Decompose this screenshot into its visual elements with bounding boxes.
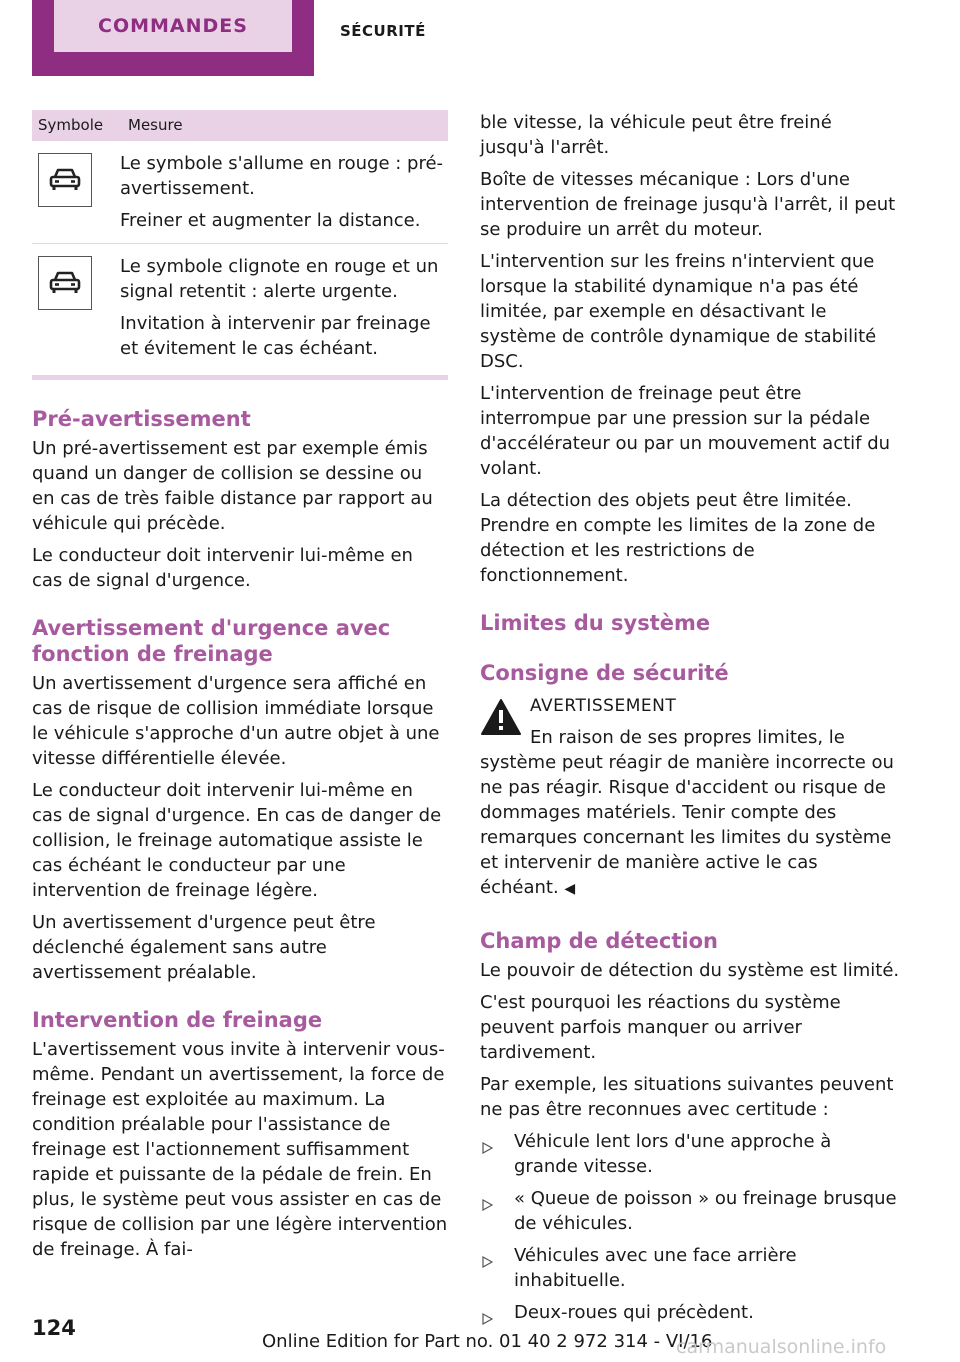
list-item	[480, 1300, 900, 1325]
list-item	[480, 1129, 900, 1179]
paragraph: La détection des objets peut être limitée. Prendre en compte les limites de la zone de détection et les restrictions de fonctionnement.	[480, 490, 876, 586]
list-item	[480, 1243, 900, 1293]
paragraph: Un avertissement d'urgence peut être déclenché également sans autre avertissement préalable.	[32, 912, 376, 983]
table-row	[32, 244, 448, 378]
tab-securite[interactable]: SÉCURITÉ	[340, 22, 426, 40]
table-cell-text: Le symbole clignote en rouge et un signal retentit : alerte urgente.	[120, 256, 439, 302]
page-header	[0, 0, 960, 80]
list-item-text: Deux-roues qui précèdent.	[514, 1302, 754, 1323]
paragraph: Boîte de vitesses mécanique : Lors d'une intervention de freinage jusqu'à l'arrêt, il peut se produire un arrêt du moteur.	[480, 169, 896, 240]
list-item-text: « Queue de poisson » ou freinage brusque de véhicules.	[514, 1188, 897, 1234]
page-number: 124	[32, 1316, 76, 1340]
paragraph: Le conducteur doit intervenir lui-même en cas de signal d'urgence.	[32, 545, 413, 591]
paragraph: Le pouvoir de détection du système est limité.	[480, 960, 900, 981]
table-row	[32, 141, 448, 244]
paragraph: Par exemple, les situations suivantes peuvent ne pas être reconnues avec certitude :	[480, 1074, 894, 1120]
warning-title: AVERTISSEMENT	[530, 696, 677, 716]
paragraph: Un avertissement d'urgence sera affiché en cas de risque de collision immédiate lorsque le véhicule s'approche d'un autre objet à une vitesse différentielle élevée.	[32, 673, 440, 769]
paragraph: L'avertissement vous invite à intervenir vous-même. Pendant un avertissement, la force de freinage est exploitée au maximum. La condition préalable pour l'assistance de freinage est l'actionnement suffisamment rapide et puissante de la pédale de frein. En plus, le système peut vous assister en cas de risque de collision par une légère intervention de freinage. À fai-	[32, 1039, 448, 1260]
list-item-text: Véhicule lent lors d'une approche à grande vitesse.	[514, 1131, 832, 1177]
table-cell-text: Invitation à intervenir par freinage et évitement le cas échéant.	[120, 313, 431, 359]
heading-urgent-warning: Avertissement d'urgence avec fonction de freinage	[32, 616, 391, 666]
end-marker-icon: ◀	[564, 881, 576, 897]
table-cell-text: Le symbole s'allume en rouge : pré-avertissement.	[120, 153, 444, 199]
triangle-bullet-icon	[482, 1307, 493, 1332]
tab-commandes[interactable]	[32, 0, 314, 76]
table-header-measure: Mesure	[114, 110, 448, 141]
symbol-table	[32, 110, 448, 380]
paragraph: L'intervention sur les freins n'intervient que lorsque la stabilité dynamique n'a pas été limitée, par exemple en désactivant le système de contrôle dynamique de stabilité DSC.	[480, 251, 877, 372]
warning-body-text: En raison de ses propres limites, le système peut réagir de manière incorrecte ou ne pas réagir. Risque d'accident ou risque de dommages matériels. Tenir compte des remarques concernant les limites du système et intervenir de manière active le cas échéant.	[480, 727, 894, 898]
table-header-symbol: Symbole	[32, 110, 114, 141]
triangle-bullet-icon	[482, 1136, 493, 1161]
table-cell-text: Freiner et augmenter la distance.	[120, 210, 421, 231]
triangle-bullet-icon	[482, 1193, 493, 1218]
paragraph: ble vitesse, la véhicule peut être freiné jusqu'à l'arrêt.	[480, 112, 832, 158]
heading-pre-warning: Pré-avertissement	[32, 407, 251, 431]
paragraph: C'est pourquoi les réactions du système peuvent parfois manquer ou arriver tardivement.	[480, 992, 841, 1063]
heading-braking-intervention: Intervention de freinage	[32, 1008, 323, 1032]
edition-footer: Online Edition for Part no. 01 40 2 972 314 - VI/16	[262, 1331, 713, 1352]
car-front-icon	[38, 153, 92, 207]
left-column	[32, 110, 448, 1269]
list-item	[480, 1186, 900, 1236]
right-column	[480, 110, 900, 1332]
warning-text	[480, 725, 900, 902]
warning-triangle-icon	[480, 698, 522, 743]
tab-commandes-label: COMMANDES	[54, 0, 292, 52]
bullet-list	[480, 1129, 900, 1325]
list-item-text: Véhicules avec une face arrière inhabituelle.	[514, 1245, 797, 1291]
paragraph: L'intervention de freinage peut être interrompue par une pression sur la pédale d'accélérateur ou par un mouvement actif du volant.	[480, 383, 891, 479]
triangle-bullet-icon	[482, 1250, 493, 1275]
heading-detection-field: Champ de détection	[480, 929, 718, 953]
car-front-icon	[38, 256, 92, 310]
paragraph: Le conducteur doit intervenir lui-même en cas de signal d'urgence. En cas de danger de collision, le freinage automatique assiste le cas échéant le conducteur par une intervention de freinage légère.	[32, 780, 442, 901]
paragraph: Un pré-avertissement est par exemple émis quand un danger de collision se dessine ou en cas de très faible distance par rapport au véhicule qui précède.	[32, 438, 433, 534]
warning-box	[480, 694, 900, 902]
heading-safety-notice: Consigne de sécurité	[480, 661, 729, 685]
heading-system-limits: Limites du système	[480, 611, 711, 635]
watermark: carmanualsonline.info	[676, 1336, 887, 1358]
